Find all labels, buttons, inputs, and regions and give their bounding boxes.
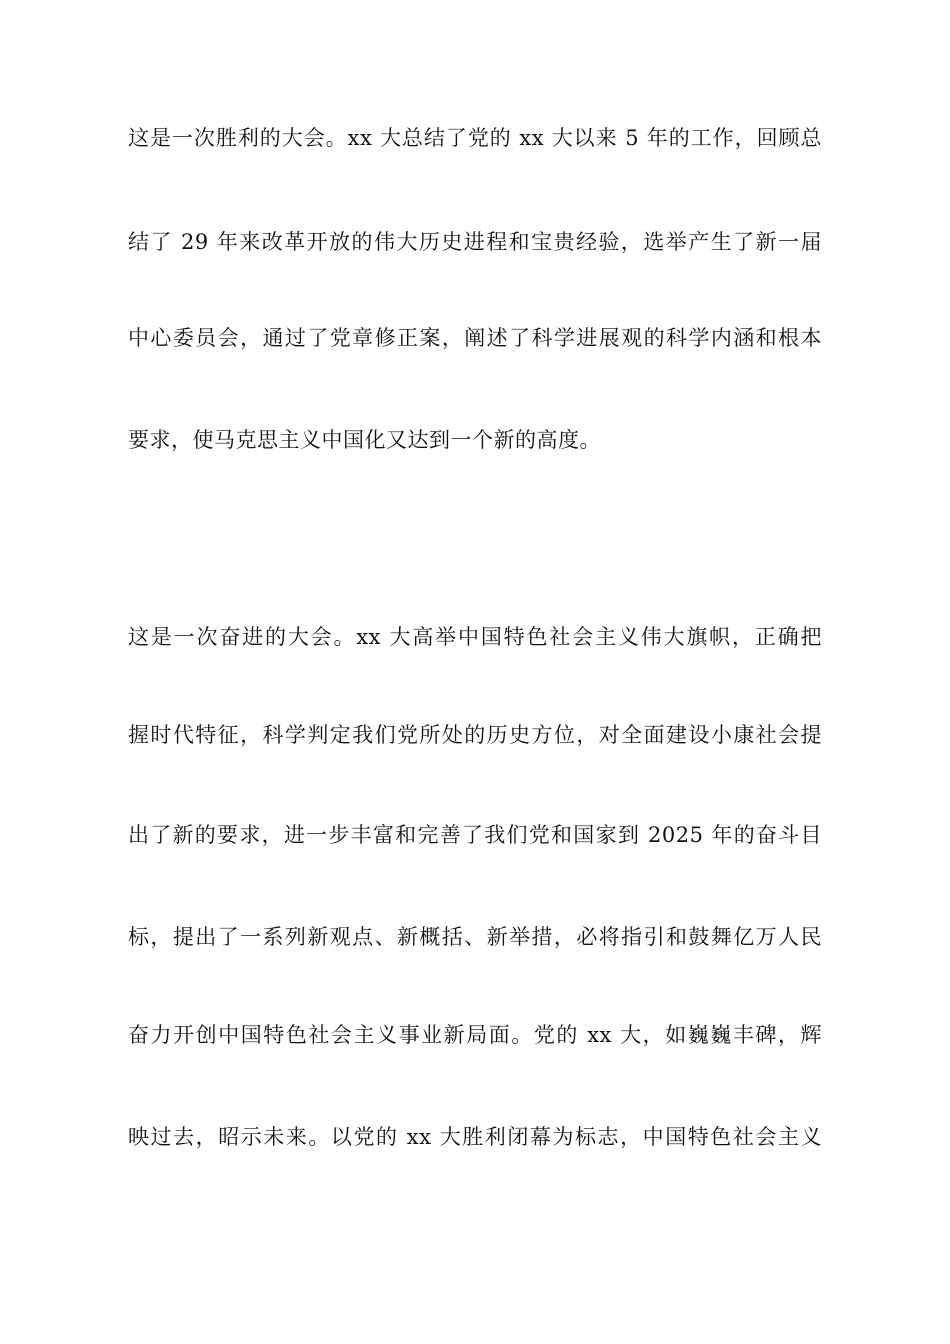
paragraph-2-line-6: 映过去，昭示未来。以党的 xx 大胜利闭幕为标志，中国特色社会主义: [128, 1125, 822, 1149]
paragraph-2-line-4: 标，提出了一系列新观点、新概括、新举措，必将指引和鼓舞亿万人民: [128, 925, 822, 949]
paragraph-1-line-1: 这是一次胜利的大会。xx 大总结了党的 xx 大以来 5 年的工作，回顾总: [128, 126, 822, 150]
paragraph-2-line-1: 这是一次奋进的大会。xx 大高举中国特色社会主义伟大旗帜，正确把: [128, 625, 822, 649]
paragraph-2-line-2: 握时代特征，科学判定我们党所处的历史方位，对全面建设小康社会提: [128, 723, 822, 747]
paragraph-1-line-4: 要求，使马克思主义中国化又达到一个新的高度。: [128, 428, 601, 452]
paragraph-2-line-5: 奋力开创中国特色社会主义事业新局面。党的 xx 大，如巍巍丰碑，辉: [128, 1023, 822, 1047]
paragraph-1-line-2: 结了 29 年来改革开放的伟大历史进程和宝贵经验，选举产生了新一届: [128, 230, 822, 254]
paragraph-2-line-3: 出了新的要求，进一步丰富和完善了我们党和国家到 2025 年的奋斗目: [128, 823, 822, 847]
paragraph-1-line-3: 中心委员会，通过了党章修正案，阐述了科学进展观的科学内涵和根本: [128, 326, 822, 350]
